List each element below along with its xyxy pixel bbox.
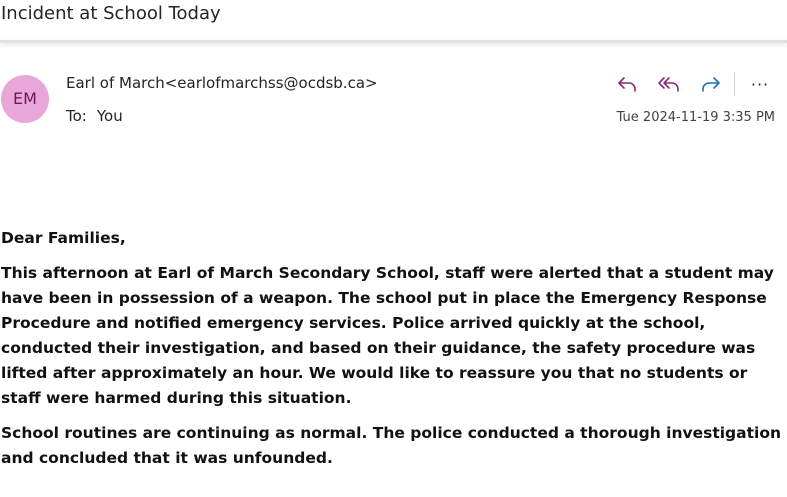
recipient-line [66, 106, 123, 126]
to-value[interactable]: You [96, 107, 123, 125]
header-divider [0, 40, 787, 43]
avatar[interactable]: EM [1, 75, 49, 123]
body-paragraph-2: School routines are continuing as normal. The police conducted a thorough investigation and concluded that it was unfounded. [1, 424, 782, 467]
subject-bar [0, 0, 787, 42]
message-body [1, 226, 787, 481]
reply-button[interactable] [610, 70, 644, 98]
message-actions [610, 70, 777, 98]
sent-timestamp: Tue 2024-11-19 3:35 PM [616, 110, 775, 125]
reply-all-icon [657, 74, 681, 94]
reply-icon [616, 74, 638, 94]
sender-address[interactable]: Earl of March<earlofmarchss@ocdsb.ca> [66, 74, 378, 92]
body-paragraph-1: This afternoon at Earl of March Secondary School, staff were alerted that a student may have been in possession of a weapon. The school put in place the Emergency Response Procedure and notified emergency services. Police arrived quickly at the school, conducted their investigation, and based on their guidance, the safety procedure was lifted after approximately an hour. We would like to reassure you that no students or staff were harmed during this situation. [1, 264, 774, 407]
forward-button[interactable] [694, 70, 728, 98]
email-subject: Incident at School Today [1, 3, 221, 24]
to-label: To: [66, 107, 87, 125]
more-actions-button[interactable]: ··· [750, 74, 770, 94]
forward-icon [700, 74, 722, 94]
actions-separator [734, 72, 735, 96]
reply-all-button[interactable] [652, 70, 686, 98]
greeting: Dear Families, [1, 229, 126, 247]
